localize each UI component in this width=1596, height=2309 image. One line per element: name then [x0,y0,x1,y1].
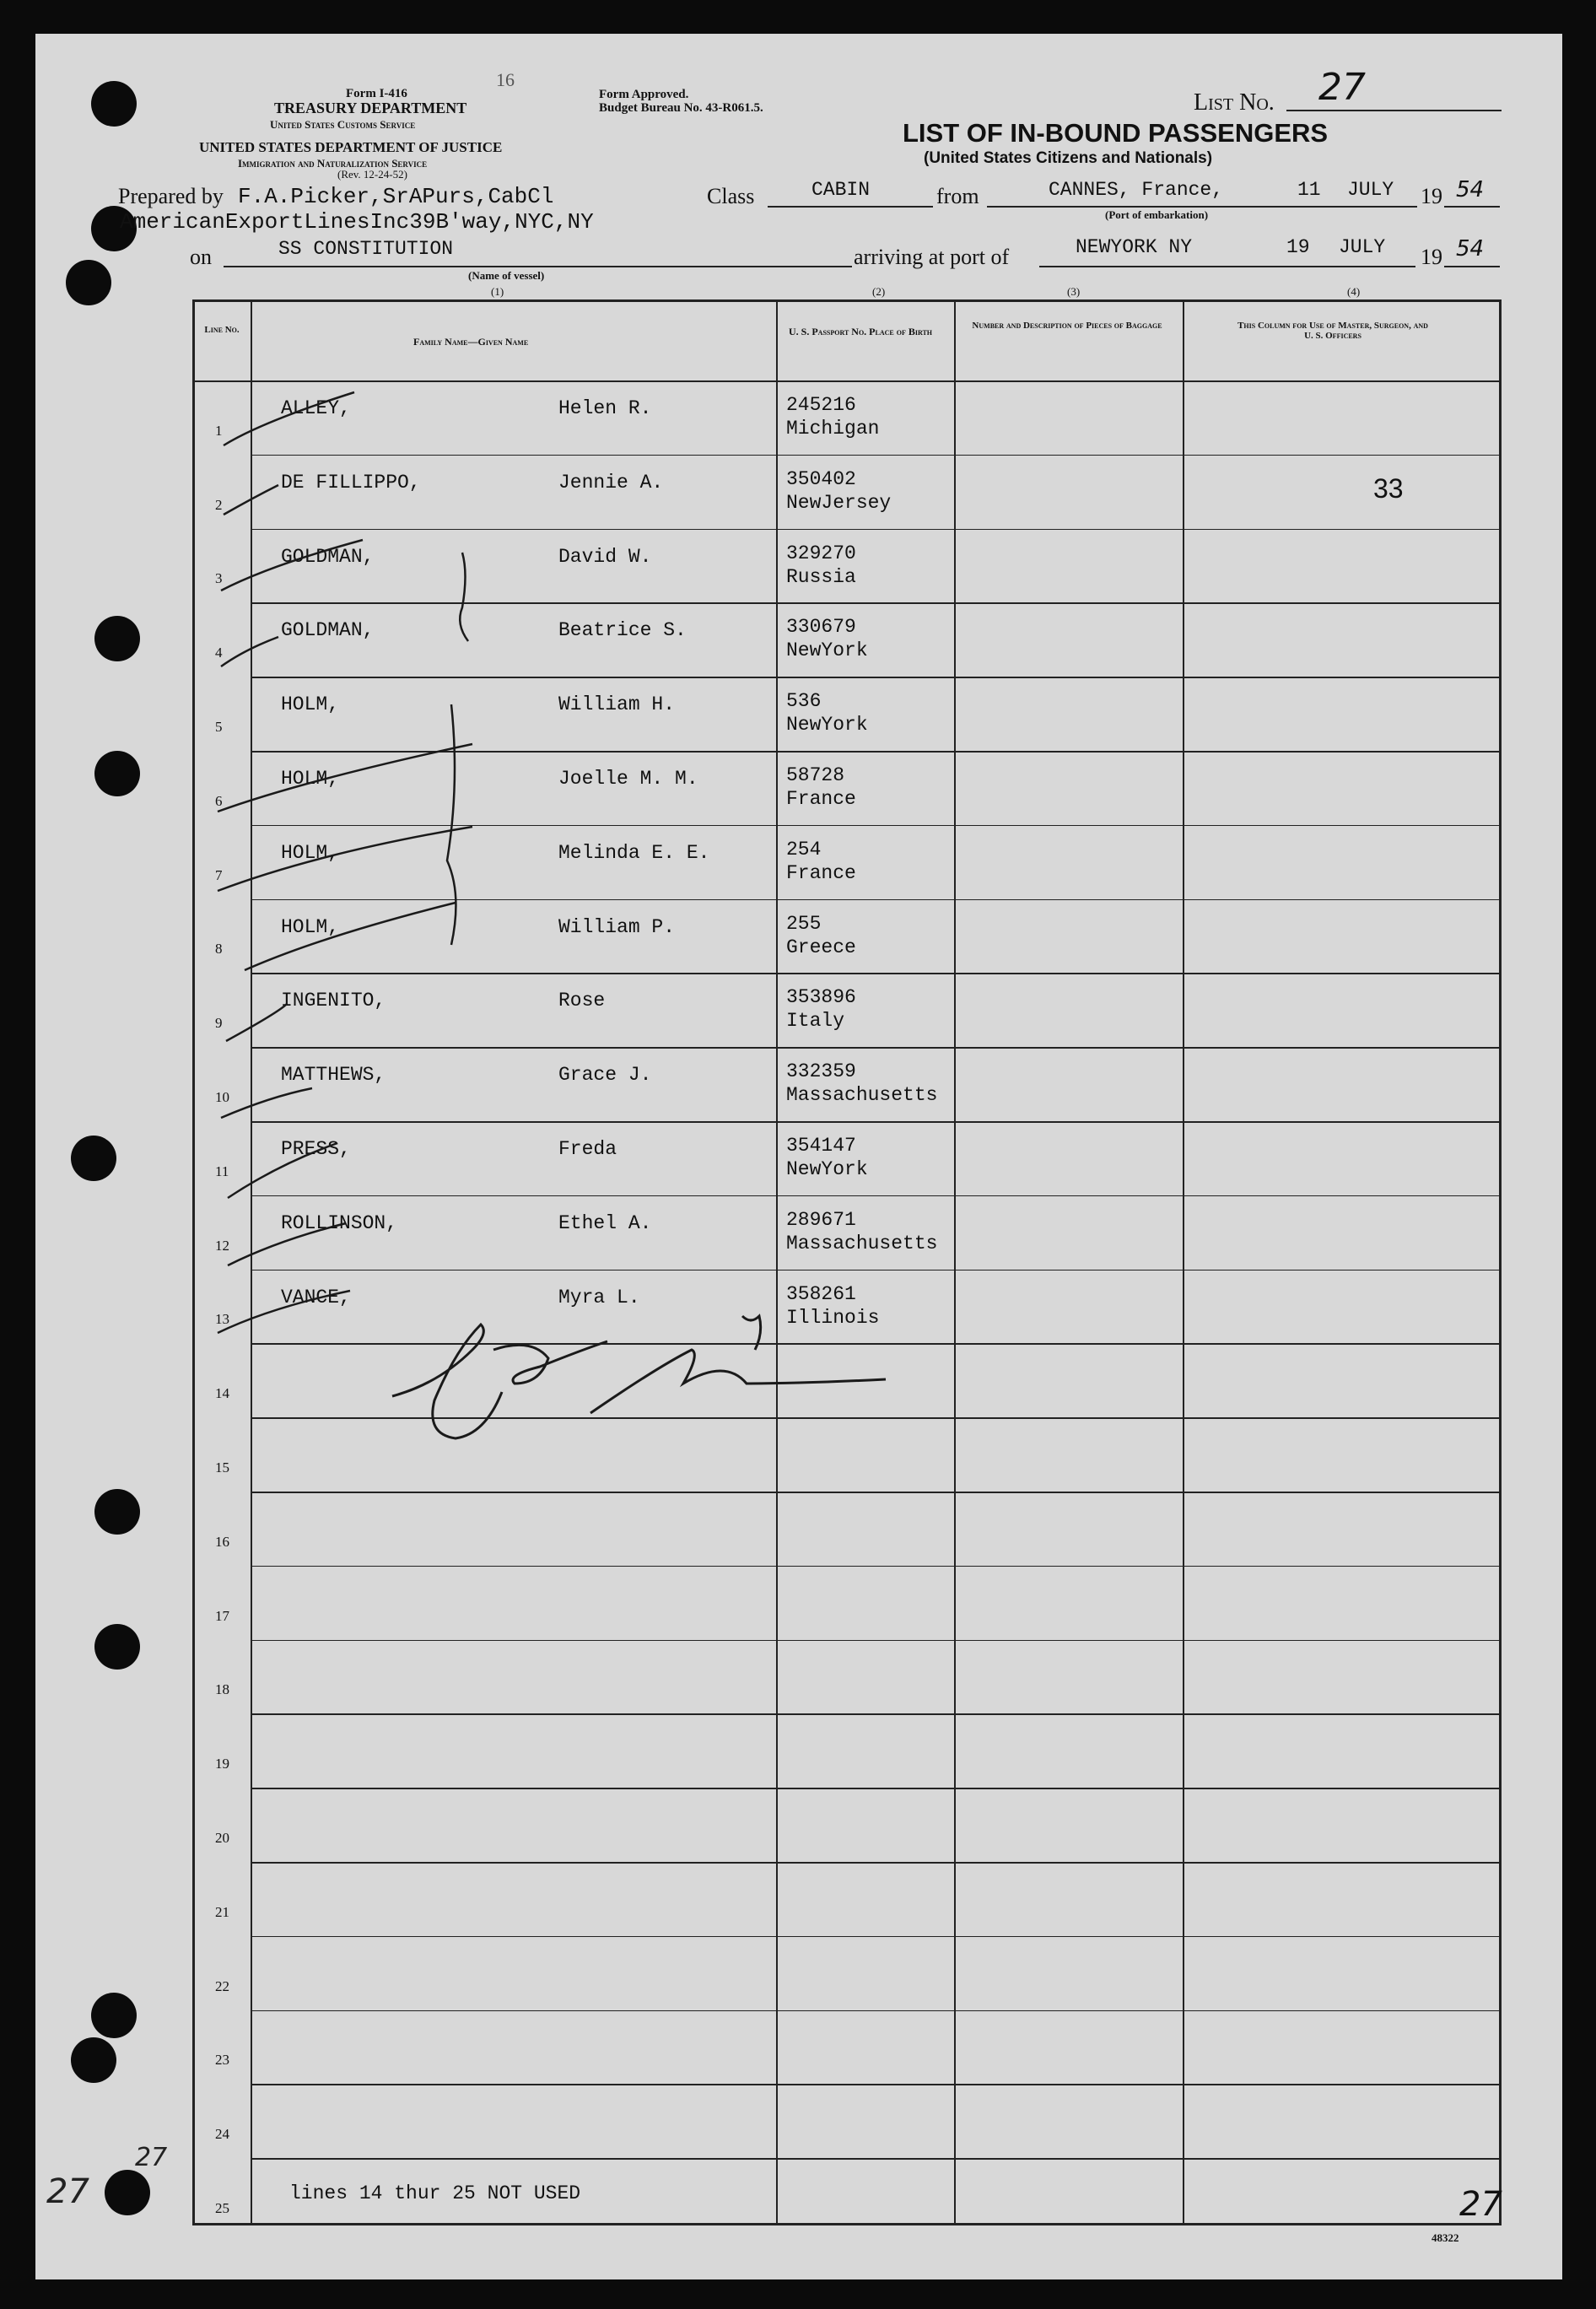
margin-number-small: 27 [135,2143,168,2172]
col-num-2: (2) [872,285,886,298]
row-line-number: 18 [215,1681,229,1698]
row-family-name: DE FILLIPPO, [281,471,421,494]
list-no-underline [1286,110,1502,111]
row-line-number: 15 [215,1459,229,1475]
header-officers: This Column for Use of Master, Surgeon, and U. S. Officers [1237,321,1428,341]
budget-bureau: Budget Bureau No. 43-R061.5. [599,101,763,115]
row-passport: 245216 [786,394,856,416]
row-rule [251,825,1502,827]
row-line-number: 24 [215,2126,229,2143]
row-rule [251,1343,1502,1345]
row-passport: 330679 [786,616,856,639]
row-birthplace: NewYork [786,639,868,662]
row-officer-note: 33 [1373,472,1404,504]
arrival-day: 19 [1286,236,1310,258]
punch-hole [71,1136,116,1181]
row-line-number: 16 [215,1533,229,1550]
col-num-4: (4) [1347,285,1361,298]
row-given-name: Grace J. [558,1064,652,1087]
row-birthplace: NewYork [786,1158,868,1180]
row-given-name: Freda [558,1138,617,1160]
row-birthplace: Massachusetts [786,1232,938,1254]
row-line-number: 5 [215,719,223,735]
row-passport: 536 [786,690,822,713]
row-rule [251,1862,1502,1864]
header-baggage: Number and Description of Pieces of Baggage [972,321,1162,331]
row-birthplace: Illinois [786,1306,880,1329]
list-no-value: 27 [1318,66,1366,109]
arrival-port: NEWYORK NY [1076,236,1193,258]
row-birthplace: Greece [786,936,856,958]
port-embark-caption: (Port of embarkation) [1105,208,1209,221]
row-birthplace: Michigan [786,418,880,440]
document-title: LIST OF IN-BOUND PASSENGERS [903,118,1329,148]
punch-hole [71,2037,116,2083]
form-revision: (Rev. 12-24-52) [337,168,407,181]
row-passport: 254 [786,838,822,860]
row-rule [251,602,1502,604]
row-line-number: 7 [215,866,223,883]
row-family-name: HOLM, [281,915,340,938]
row-line-number: 3 [215,570,223,587]
row-line-number: 25 [215,2200,229,2216]
row-given-name: Melinda E. E. [558,841,710,864]
row-rule [251,1121,1502,1123]
row-passport: 354147 [786,1135,856,1157]
row-line-number: 13 [215,1311,229,1328]
punch-hole [94,1489,140,1535]
form-number: Form I-416 [346,87,407,100]
row-line-number: 1 [215,422,223,439]
row-passport: 332359 [786,1060,856,1083]
header-passport: U. S. Passport No. Place of Birth [789,326,933,337]
punch-hole [94,1624,140,1670]
header-rule [192,380,1502,382]
arrival-underline [1039,266,1415,267]
on-label: on [190,245,212,269]
row-rule [251,973,1502,974]
row-given-name: Myra L. [558,1286,640,1308]
row-given-name: Jennie A. [558,471,664,494]
row-line-number: 22 [215,1977,229,1994]
row-line-number: 6 [215,792,223,809]
row-line-number: 21 [215,1903,229,1920]
row-given-name: William H. [558,693,676,716]
bottom-right-number: 27 [1459,2185,1502,2224]
from-underline [987,206,1417,208]
row-rule [251,529,1502,531]
row-birthplace: Massachusetts [786,1084,938,1107]
punch-hole [91,1993,137,2038]
form-approved: Form Approved. [599,88,689,101]
shipping-company: AmericanExportLinesInc39B'way,NYC,NY [120,209,594,235]
row-rule [251,1788,1502,1789]
punch-hole [66,260,111,305]
punch-hole [94,616,140,661]
row-family-name: PRESS, [281,1138,351,1160]
row-passport: 255 [786,912,822,935]
vessel-caption: (Name of vessel) [468,269,545,282]
col-num-3: (3) [1067,285,1081,298]
row-rule [251,677,1502,678]
row-line-number: 20 [215,1830,229,1846]
arrival-year-prefix: 19 [1421,245,1442,269]
row-rule [251,1047,1502,1049]
row-line-number: 9 [215,1015,223,1032]
row-rule [251,1640,1502,1642]
row-rule [251,2084,1502,2085]
row-given-name: Joelle M. M. [558,768,698,790]
row-birthplace: Italy [786,1010,845,1033]
form-code: 48322 [1432,2231,1459,2244]
row-rule [251,2010,1502,2012]
row-family-name: ROLLINSON, [281,1211,398,1234]
class-underline [768,206,933,208]
vessel-underline [224,266,852,267]
row-line-number: 14 [215,1385,229,1402]
row-family-name: HOLM, [281,693,340,716]
row-rule [251,1566,1502,1567]
arrival-year-underline [1444,266,1500,267]
row-family-name: GOLDMAN, [281,545,375,568]
from-port: CANNES, France, [1049,179,1224,201]
margin-number: 27 [46,2172,89,2211]
form-justice: UNITED STATES DEPARTMENT OF JUSTICE [199,139,503,155]
row-family-name: ALLEY, [281,397,351,419]
row-rule [251,455,1502,456]
form-service: United States Customs Service [270,118,416,131]
arrival-year: 54 [1456,236,1485,262]
vessel-name: SS CONSTITUTION [278,238,454,260]
row-family-name: HOLM, [281,768,340,790]
from-label: from [936,184,979,208]
row-given-name: Helen R. [558,397,652,419]
row-family-name: GOLDMAN, [281,619,375,642]
row-rule [251,751,1502,753]
arriving-label: arriving at port of [854,245,1010,269]
corner-mark: 16 [496,69,515,90]
col-num-1: (1) [491,285,504,298]
row-birthplace: NewYork [786,714,868,736]
row-birthplace: France [786,861,856,884]
from-year-prefix: 19 [1421,184,1442,208]
row-family-name: INGENITO, [281,990,386,1012]
prepared-label: Prepared by [118,184,224,208]
row-birthplace: NewJersey [786,491,892,514]
row-given-name: Beatrice S. [558,619,687,642]
row-passport: 358261 [786,1282,856,1305]
row-given-name: Ethel A. [558,1211,652,1234]
row-passport: 58728 [786,764,845,786]
from-year-underline [1444,206,1500,208]
row-rule [251,1417,1502,1419]
row-passport: 289671 [786,1208,856,1231]
row-line-number: 12 [215,1237,229,1254]
form-department: TREASURY DEPARTMENT [274,100,467,116]
arrival-month: JULY [1339,236,1386,258]
row-given-name: David W. [558,545,652,568]
row-line-number: 8 [215,941,223,958]
row-line-number: 4 [215,645,223,661]
row-rule [251,1195,1502,1197]
row-rule [251,1270,1502,1271]
punch-hole [94,751,140,796]
class-value: CABIN [811,179,871,201]
form-ins: Immigration and Naturalization Service [238,157,428,170]
punch-hole [105,2170,150,2215]
row-family-name: MATTHEWS, [281,1064,386,1087]
footer-note: lines 14 thur 25 NOT USED [289,2182,581,2204]
document-subtitle: (United States Citizens and Nationals) [924,149,1213,167]
row-birthplace: France [786,788,856,810]
row-rule [251,1492,1502,1493]
header-name: Family Name—Given Name [413,336,529,348]
row-line-number: 2 [215,496,223,513]
class-label: Class [707,184,755,208]
from-year: 54 [1456,177,1485,202]
row-line-number: 10 [215,1089,229,1105]
row-rule [251,899,1502,901]
from-month: JULY [1347,179,1394,201]
row-rule [251,1936,1502,1938]
punch-hole [91,81,137,127]
row-line-number: 23 [215,2052,229,2069]
row-birthplace: Russia [786,565,856,588]
row-rule [251,1713,1502,1715]
row-family-name: HOLM, [281,841,340,864]
row-line-number: 19 [215,1756,229,1772]
row-passport: 329270 [786,542,856,564]
row-line-number: 17 [215,1607,229,1624]
row-given-name: William P. [558,915,676,938]
prepared-value: F.A.Picker,SrAPurs,CabCl [238,184,554,209]
from-day: 11 [1297,179,1321,201]
header-line-no: Line No. [204,325,240,335]
row-given-name: Rose [558,990,606,1012]
row-family-name: VANCE, [281,1286,351,1308]
row-line-number: 11 [215,1163,229,1179]
row-passport: 350402 [786,467,856,490]
row-rule [251,2158,1502,2160]
list-no-label: List No. [1194,89,1275,116]
row-passport: 353896 [786,986,856,1009]
